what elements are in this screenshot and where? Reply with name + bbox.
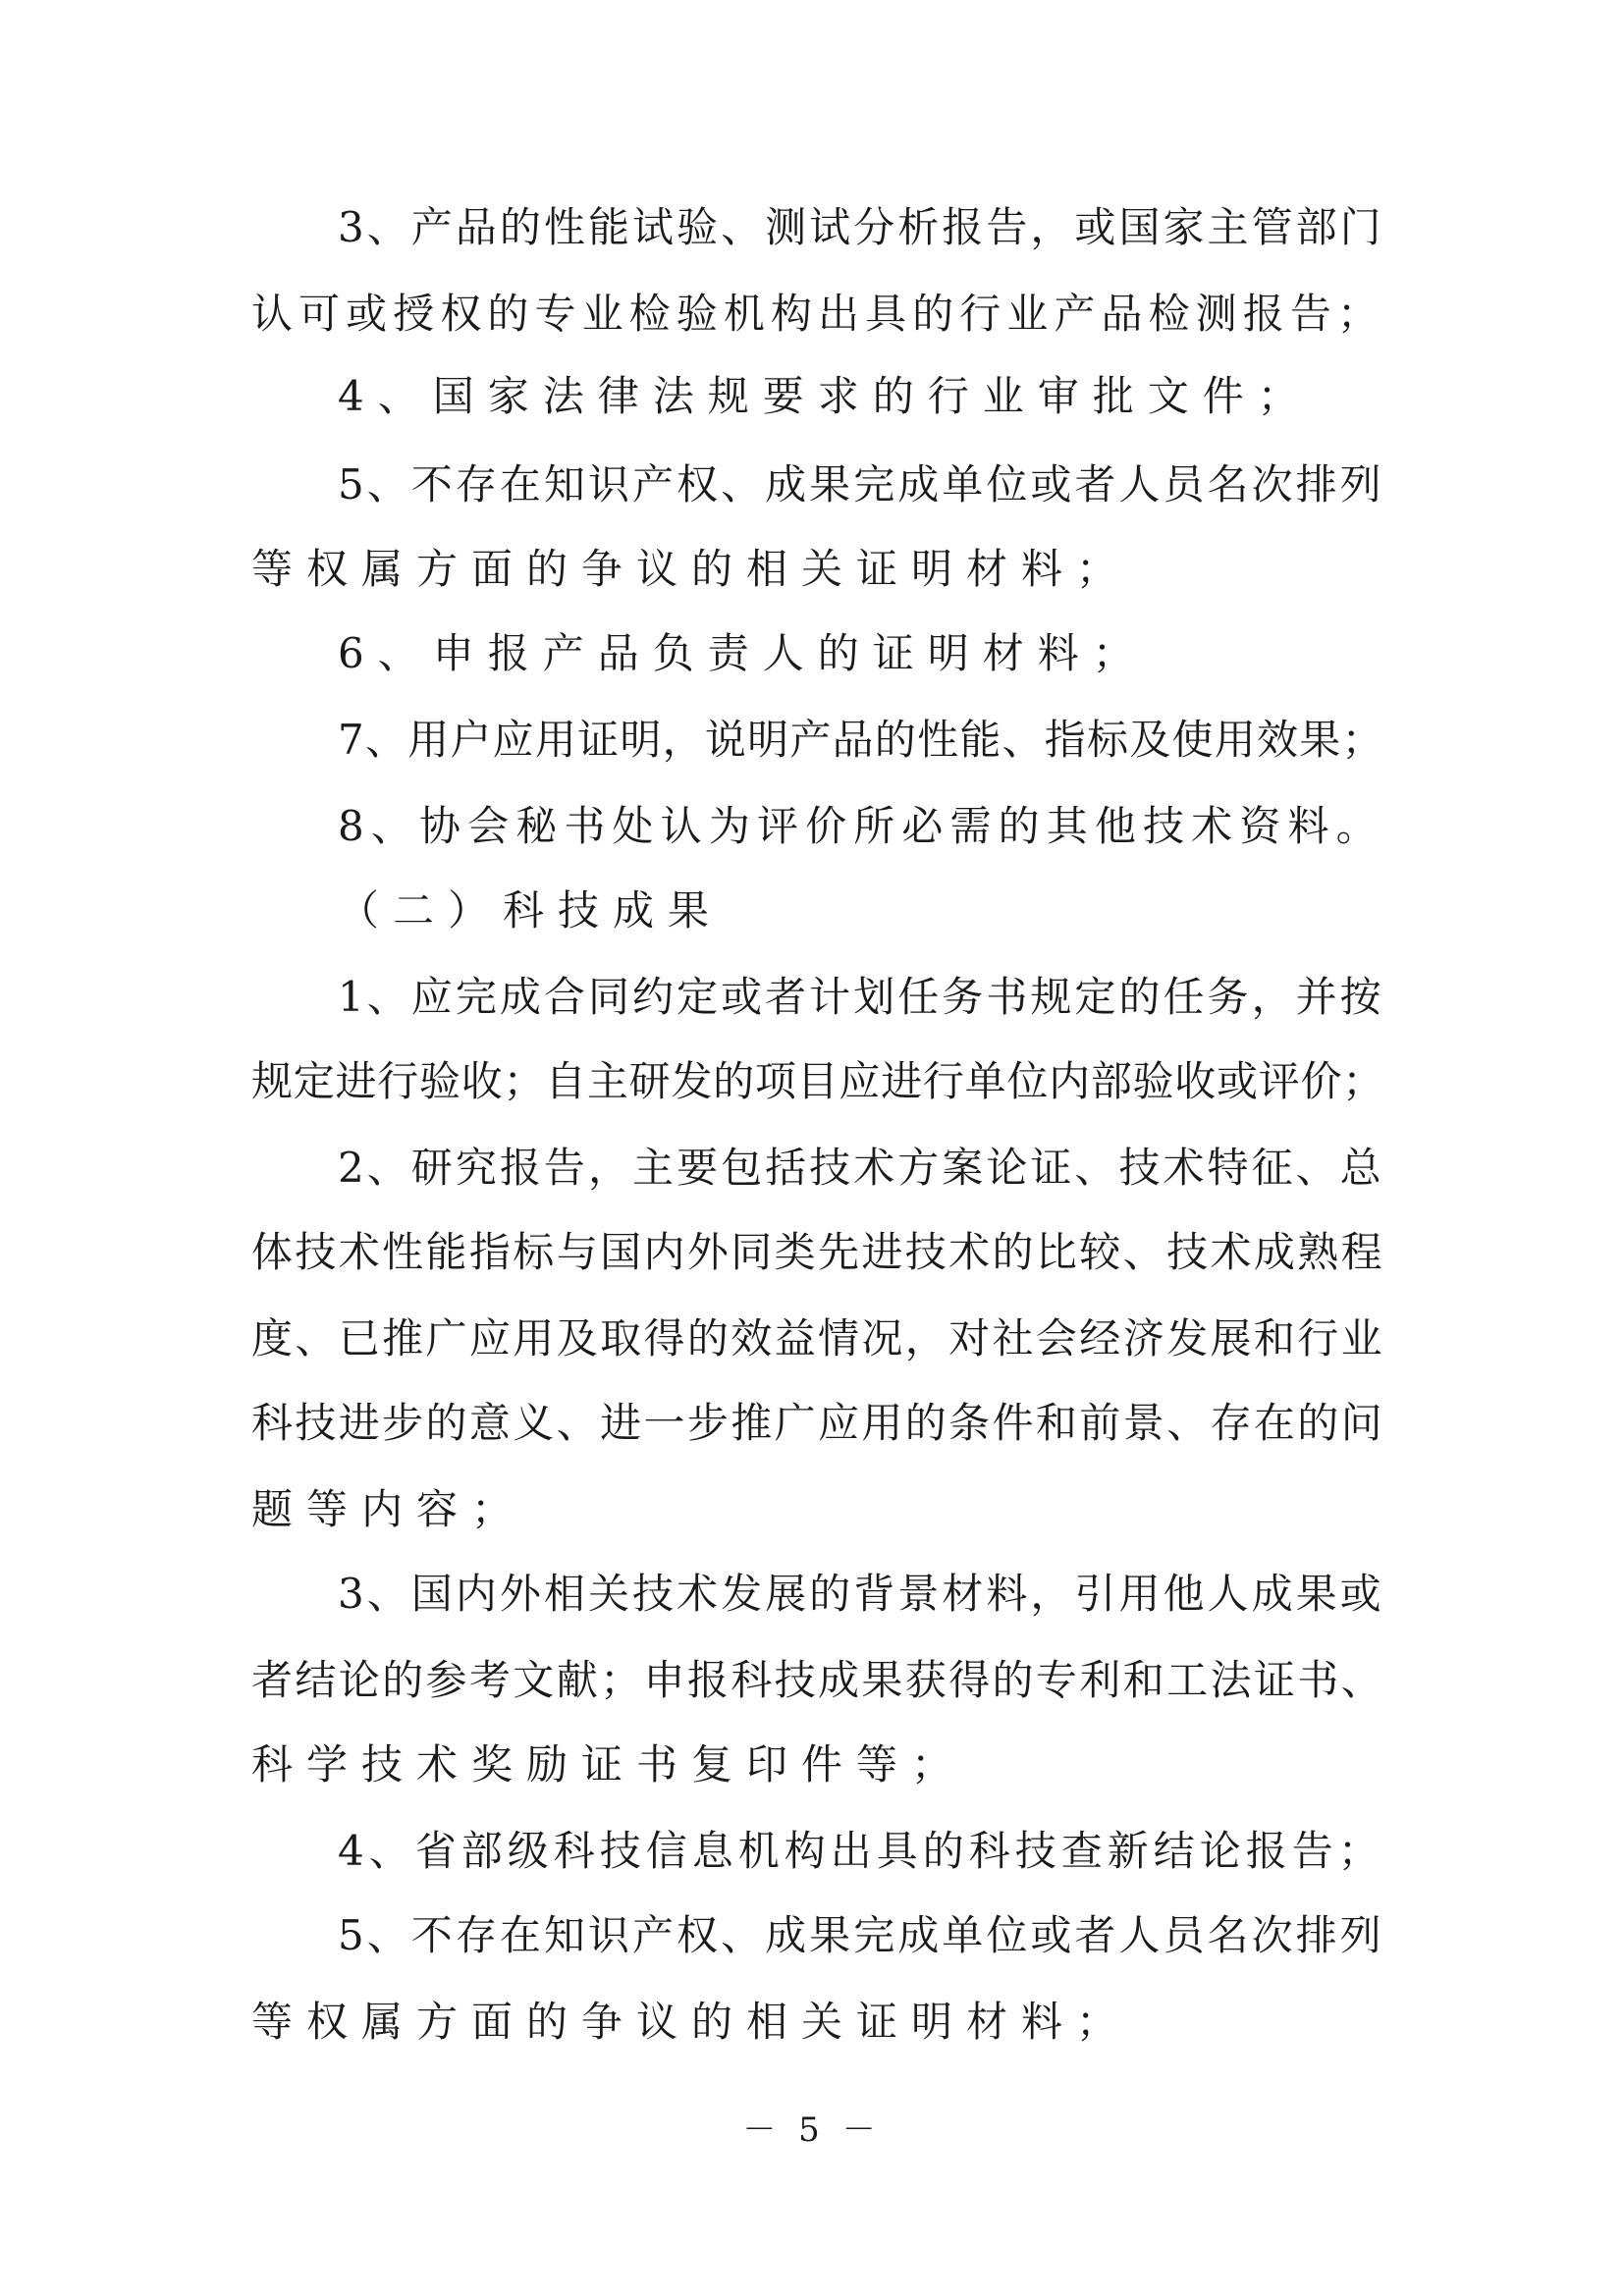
- page-number: － 5 －: [742, 2110, 882, 2150]
- para-line: 4、国家法律法规要求的行业审批文件；: [338, 372, 1313, 420]
- para-line: 5、不存在知识产权、成果完成单位或者人员名次排列: [338, 460, 1384, 508]
- para-line: 科学技术奖励证书复印件等；: [251, 1740, 967, 1789]
- para-line: 科技进步的意义、进一步推广应用的条件和前景、存在的问: [251, 1399, 1385, 1447]
- para-line: 规定进行验收；自主研发的项目应进行单位内部验收或评价；: [251, 1057, 1385, 1105]
- para-line: 3、产品的性能试验、测试分析报告，或国家主管部门: [338, 203, 1384, 251]
- section-heading: （二）科技成果: [338, 886, 724, 934]
- para-line: 2、研究报告，主要包括技术方案论证、技术特征、总: [338, 1144, 1384, 1192]
- para-line: 者结论的参考文献；申报科技成果获得的专利和工法证书、: [251, 1656, 1385, 1704]
- para-line: 体技术性能指标与国内外同类先进技术的比较、技术成熟程: [251, 1228, 1385, 1276]
- para-line: 认可或授权的专业检验机构出具的行业产品检测报告；: [251, 290, 1385, 338]
- para-line: 6、申报产品负责人的证明材料；: [338, 629, 1148, 677]
- para-line: 题等内容；: [251, 1485, 527, 1533]
- para-line: 5、不存在知识产权、成果完成单位或者人员名次排列: [338, 1911, 1384, 1959]
- para-line: 4、省部级科技信息机构出具的科技查新结论报告；: [338, 1827, 1384, 1875]
- para-line: 1、应完成合同约定或者计划任务书规定的任务，并按: [338, 973, 1384, 1021]
- para-line: 等权属方面的争议的相关证明材料；: [251, 1998, 1132, 2046]
- para-line: 等权属方面的争议的相关证明材料；: [251, 545, 1132, 593]
- para-line: 度、已推广应用及取得的效益情况，对社会经济发展和行业: [251, 1314, 1385, 1362]
- para-line: 7、用户应用证明，说明产品的性能、指标及使用效果；: [338, 716, 1384, 764]
- para-line: 3、国内外相关技术发展的背景材料，引用他人成果或: [338, 1570, 1384, 1618]
- para-line: 8、协会秘书处认为评价所必需的其他技术资料。: [338, 802, 1384, 850]
